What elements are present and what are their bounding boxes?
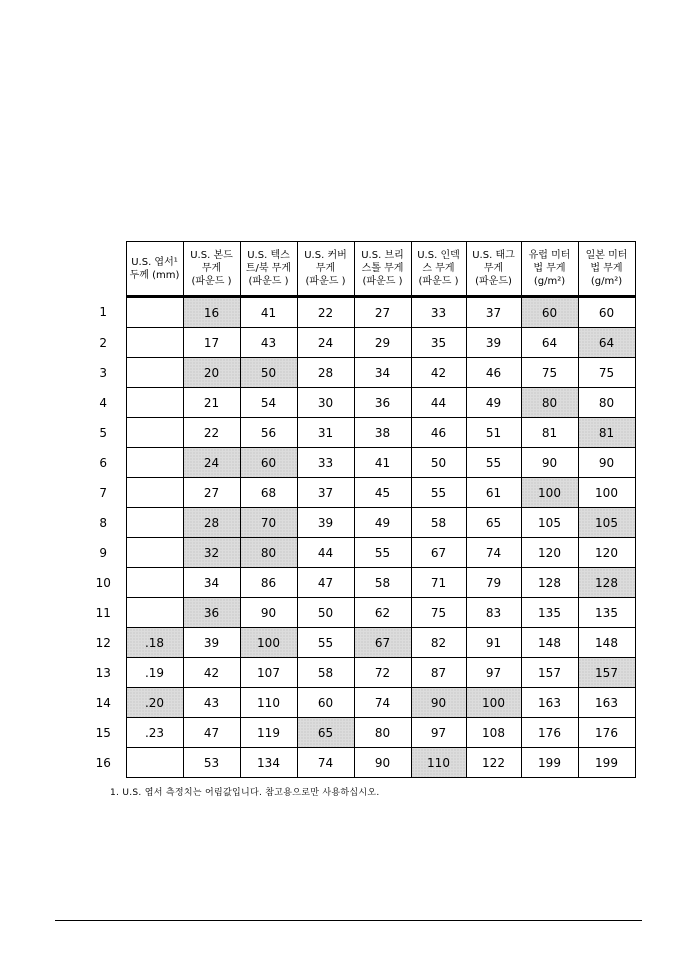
highlighted-cell: 81 — [578, 418, 635, 448]
table-cell: 21 — [183, 388, 240, 418]
table-cell: 91 — [466, 628, 521, 658]
table-cell: 51 — [466, 418, 521, 448]
highlighted-cell: 128 — [578, 568, 635, 598]
table-cell — [126, 448, 183, 478]
table-cell: 43 — [183, 688, 240, 718]
table-cell: 64 — [521, 328, 578, 358]
table-cell: 41 — [354, 448, 411, 478]
table-cell: 97 — [411, 718, 466, 748]
row-number: 8 — [99, 515, 108, 530]
table-cell — [126, 297, 183, 328]
table-cell: 83 — [466, 598, 521, 628]
row-number: 14 — [95, 695, 111, 710]
table-row — [81, 628, 635, 658]
table-cell: 68 — [240, 478, 297, 508]
highlighted-cell: .20 — [126, 688, 183, 718]
table-row — [81, 598, 635, 628]
table-row — [81, 297, 635, 328]
table-cell: 176 — [521, 718, 578, 748]
table-row — [81, 358, 635, 388]
table-cell: 60 — [297, 688, 354, 718]
table-cell: 135 — [578, 598, 635, 628]
column-header: U.S. 태그 무게 (파운드) — [466, 242, 521, 297]
table-cell: 74 — [297, 748, 354, 778]
table-row — [81, 388, 635, 418]
table-cell: 120 — [521, 538, 578, 568]
table-cell: 108 — [466, 718, 521, 748]
highlighted-cell: 16 — [183, 297, 240, 328]
table-row — [81, 448, 635, 478]
row-number: 9 — [99, 545, 108, 560]
highlighted-cell: 28 — [183, 508, 240, 538]
highlighted-cell: 157 — [578, 658, 635, 688]
table-cell: 44 — [297, 538, 354, 568]
table-cell: 22 — [183, 418, 240, 448]
row-number: 7 — [99, 485, 108, 500]
table-cell: 61 — [466, 478, 521, 508]
table-row — [81, 748, 635, 778]
highlighted-cell: 67 — [354, 628, 411, 658]
highlighted-cell: 100 — [521, 478, 578, 508]
table-cell: 100 — [578, 478, 635, 508]
table-cell: 46 — [411, 418, 466, 448]
table-cell: 75 — [411, 598, 466, 628]
table-cell: 90 — [578, 448, 635, 478]
table-cell — [126, 478, 183, 508]
table-cell: 34 — [183, 568, 240, 598]
table-cell — [126, 418, 183, 448]
table-cell: 90 — [354, 748, 411, 778]
highlighted-cell: 60 — [521, 297, 578, 328]
highlighted-cell: 32 — [183, 538, 240, 568]
table-cell: 74 — [354, 688, 411, 718]
table-cell: 134 — [240, 748, 297, 778]
table-cell: 148 — [521, 628, 578, 658]
table-cell: 80 — [354, 718, 411, 748]
table-cell: 33 — [297, 448, 354, 478]
highlighted-cell: 80 — [240, 538, 297, 568]
table-cell: 49 — [466, 388, 521, 418]
highlighted-cell: 110 — [411, 748, 466, 778]
table-cell: 17 — [183, 328, 240, 358]
row-number: 4 — [99, 395, 108, 410]
table-header-row — [81, 242, 635, 297]
table-row — [81, 688, 635, 718]
table-row — [81, 328, 635, 358]
table-cell: 128 — [521, 568, 578, 598]
column-header: 일본 미터 법 무게 (g/m²) — [578, 242, 635, 297]
table-body — [81, 297, 635, 778]
highlighted-cell: 90 — [411, 688, 466, 718]
table-cell — [126, 568, 183, 598]
table-cell — [126, 598, 183, 628]
table-cell: 45 — [354, 478, 411, 508]
table-cell: 31 — [297, 418, 354, 448]
table-cell: 29 — [354, 328, 411, 358]
table-cell: 82 — [411, 628, 466, 658]
table-cell: 80 — [578, 388, 635, 418]
table-cell — [126, 538, 183, 568]
highlighted-cell: 64 — [578, 328, 635, 358]
table-cell: 36 — [354, 388, 411, 418]
table-cell: 176 — [578, 718, 635, 748]
table-cell: .19 — [126, 658, 183, 688]
table-cell: 157 — [521, 658, 578, 688]
row-number: 10 — [95, 575, 111, 590]
table-cell: 38 — [354, 418, 411, 448]
table-cell: 163 — [521, 688, 578, 718]
bottom-rule — [55, 920, 642, 921]
table-cell: 72 — [354, 658, 411, 688]
table-row — [81, 478, 635, 508]
table-cell: 24 — [297, 328, 354, 358]
table-cell: 97 — [466, 658, 521, 688]
table-cell: 62 — [354, 598, 411, 628]
highlighted-cell: 80 — [521, 388, 578, 418]
table-cell — [126, 328, 183, 358]
row-number: 13 — [95, 665, 111, 680]
table-cell: 135 — [521, 598, 578, 628]
table-cell: 58 — [411, 508, 466, 538]
table-cell: 58 — [354, 568, 411, 598]
table-cell: 87 — [411, 658, 466, 688]
table-cell: 119 — [240, 718, 297, 748]
highlighted-cell: 70 — [240, 508, 297, 538]
table-cell: 42 — [411, 358, 466, 388]
row-number: 2 — [99, 335, 108, 350]
table-cell: 37 — [466, 297, 521, 328]
table-cell: 60 — [578, 297, 635, 328]
table-cell: 50 — [297, 598, 354, 628]
table-cell: 148 — [578, 628, 635, 658]
table-cell: 28 — [297, 358, 354, 388]
table-cell: 39 — [466, 328, 521, 358]
table-cell: 199 — [521, 748, 578, 778]
table-cell — [126, 388, 183, 418]
column-header: U.S. 본드 무게 (파운드 ) — [183, 242, 240, 297]
row-number: 1 — [99, 305, 108, 319]
table-cell: 199 — [578, 748, 635, 778]
highlighted-cell: 65 — [297, 718, 354, 748]
row-number: 3 — [99, 365, 108, 380]
table-cell: 22 — [297, 297, 354, 328]
table-cell: 47 — [297, 568, 354, 598]
table-cell: 37 — [297, 478, 354, 508]
column-header: U.S. 텍스 트/북 무게 (파운드 ) — [240, 242, 297, 297]
highlighted-cell: 50 — [240, 358, 297, 388]
table-cell: 53 — [183, 748, 240, 778]
table-cell: 58 — [297, 658, 354, 688]
row-number: 11 — [95, 605, 111, 620]
table-cell: 86 — [240, 568, 297, 598]
table-cell: 50 — [411, 448, 466, 478]
highlighted-cell: 60 — [240, 448, 297, 478]
table-cell: 47 — [183, 718, 240, 748]
table-cell: 42 — [183, 658, 240, 688]
table-row — [81, 418, 635, 448]
table-cell: 55 — [466, 448, 521, 478]
table-cell: 90 — [240, 598, 297, 628]
highlighted-cell: 36 — [183, 598, 240, 628]
table-cell: 120 — [578, 538, 635, 568]
row-number: 16 — [95, 755, 111, 770]
column-header: 유럽 미터 법 무게 (g/m²) — [521, 242, 578, 297]
table-row — [81, 568, 635, 598]
table-cell — [126, 748, 183, 778]
table-cell: 41 — [240, 297, 297, 328]
column-header: U.S. 엽서¹ 두께 (mm) — [126, 242, 183, 297]
column-header: U.S. 커버 무게 (파운드 ) — [297, 242, 354, 297]
highlighted-cell: 100 — [240, 628, 297, 658]
table-cell — [126, 358, 183, 388]
table-cell: 39 — [183, 628, 240, 658]
row-number: 12 — [95, 635, 111, 650]
table-row — [81, 538, 635, 568]
table-cell: 56 — [240, 418, 297, 448]
paper-weight-table — [81, 241, 636, 778]
table-cell: 43 — [240, 328, 297, 358]
table-cell: 35 — [411, 328, 466, 358]
table-cell: 33 — [411, 297, 466, 328]
footnote: 1. U.S. 엽서 측정치는 어림값입니다. 참고용으로만 사용하십시오. — [110, 788, 380, 798]
table-cell: 74 — [466, 538, 521, 568]
table-cell: 105 — [521, 508, 578, 538]
highlighted-cell: 100 — [466, 688, 521, 718]
row-number: 5 — [99, 425, 108, 440]
highlighted-cell: 105 — [578, 508, 635, 538]
table-cell — [126, 508, 183, 538]
table-cell: 55 — [297, 628, 354, 658]
table-cell: 49 — [354, 508, 411, 538]
row-number: 6 — [99, 455, 108, 470]
highlighted-cell: 24 — [183, 448, 240, 478]
column-header: U.S. 브리 스톨 무게 (파운드 ) — [354, 242, 411, 297]
table-cell: 65 — [466, 508, 521, 538]
table-cell: 79 — [466, 568, 521, 598]
table-cell: 27 — [183, 478, 240, 508]
highlighted-cell: .18 — [126, 628, 183, 658]
row-number: 15 — [95, 725, 111, 740]
table-cell: 163 — [578, 688, 635, 718]
table-cell: 44 — [411, 388, 466, 418]
highlighted-cell: 20 — [183, 358, 240, 388]
table-cell: 75 — [521, 358, 578, 388]
table-row — [81, 718, 635, 748]
table-cell: 122 — [466, 748, 521, 778]
table-cell: .23 — [126, 718, 183, 748]
row-number-header — [81, 242, 126, 297]
table-cell: 107 — [240, 658, 297, 688]
table-cell: 75 — [578, 358, 635, 388]
table-cell: 39 — [297, 508, 354, 538]
table-cell: 55 — [354, 538, 411, 568]
table-cell: 34 — [354, 358, 411, 388]
table-row — [81, 658, 635, 688]
table-cell: 67 — [411, 538, 466, 568]
table-row — [81, 508, 635, 538]
table-cell: 30 — [297, 388, 354, 418]
table-cell: 54 — [240, 388, 297, 418]
table-cell: 90 — [521, 448, 578, 478]
table-cell: 27 — [354, 297, 411, 328]
table-cell: 110 — [240, 688, 297, 718]
table-cell: 71 — [411, 568, 466, 598]
table-cell: 46 — [466, 358, 521, 388]
column-header: U.S. 인덱 스 무게 (파운드 ) — [411, 242, 466, 297]
table-cell: 55 — [411, 478, 466, 508]
table-cell: 81 — [521, 418, 578, 448]
